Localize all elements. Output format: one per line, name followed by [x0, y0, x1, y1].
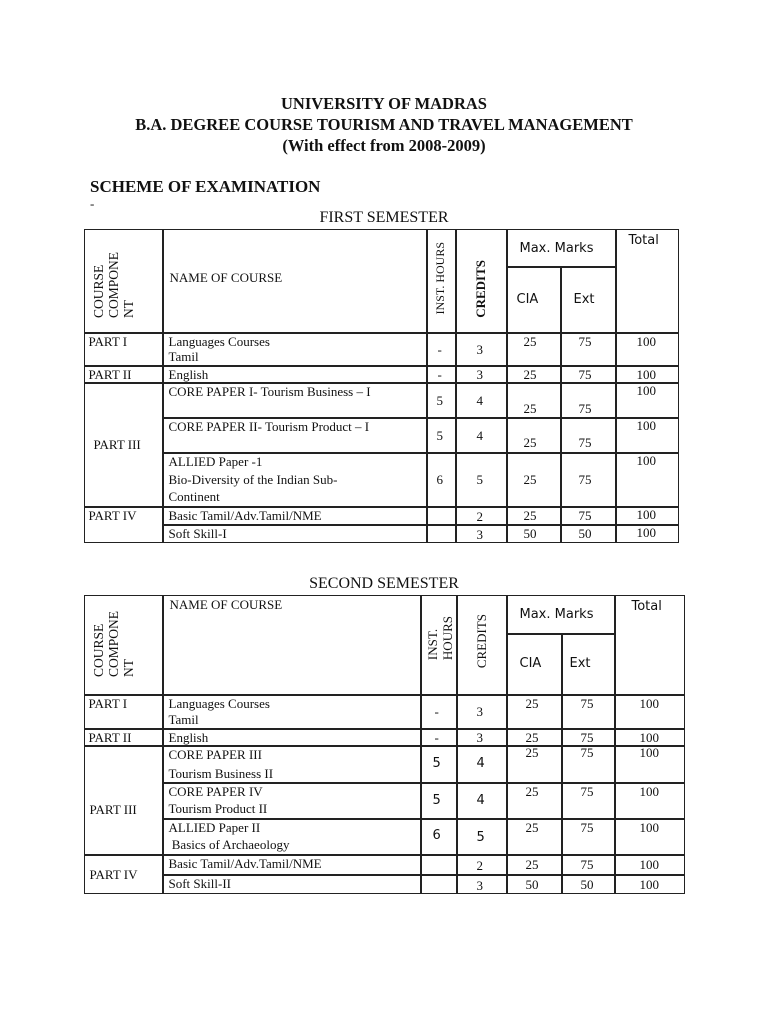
cia-cell: [507, 383, 561, 418]
cia-value: 25: [525, 856, 539, 872]
total-cell: [615, 855, 685, 875]
credits-header: [457, 595, 507, 695]
total-cell: [616, 507, 679, 525]
total-value: 100: [639, 819, 659, 835]
hours-value: 5: [432, 792, 441, 808]
cia-value: 25: [523, 471, 537, 487]
part-label: PART I: [88, 333, 128, 349]
credits-value: 4: [476, 792, 485, 808]
ext-header: [561, 267, 616, 333]
cia-header-text: CIA: [516, 291, 539, 307]
credits-cell: [457, 746, 507, 783]
total-value: 100: [639, 783, 659, 799]
ext-value: 75: [578, 366, 592, 382]
cia-header-text: CIA: [519, 655, 542, 671]
hours-cell: [421, 819, 457, 855]
course-name-cell: [163, 783, 421, 819]
cia-value: 25: [523, 366, 537, 382]
total-cell: [616, 418, 679, 453]
part-cell: [84, 729, 163, 746]
credits-cell: [456, 333, 507, 366]
dash-mark: -: [90, 196, 95, 211]
hours-value: 5: [436, 392, 443, 408]
credits-cell: [456, 525, 507, 543]
credits-value: 4: [476, 755, 485, 771]
part-cell: [84, 383, 163, 507]
course-name: English: [168, 366, 209, 382]
credits-cell: [457, 783, 507, 819]
total-value: 100: [639, 729, 659, 745]
ext-header-text: Ext: [569, 655, 591, 671]
credits-cell: [456, 453, 507, 507]
total-value: 100: [636, 524, 656, 540]
hours-header: [427, 229, 456, 333]
ext-value: 75: [578, 434, 592, 450]
total-cell: [615, 819, 685, 855]
course-name-cell: [163, 418, 427, 453]
ext-cell: [561, 507, 616, 525]
credits-value: 3: [476, 877, 483, 893]
ext-cell: [561, 383, 616, 418]
part-label: PART IV: [88, 507, 137, 523]
ext-cell: [562, 819, 615, 855]
ext-cell: [561, 333, 616, 366]
course-name: English: [168, 729, 209, 745]
course-name: Soft Skill-II: [168, 875, 231, 891]
cia-value: 25: [523, 434, 537, 450]
cia-cell: [507, 783, 562, 819]
cia-cell: [507, 507, 561, 525]
part-cell: [84, 366, 163, 383]
hours-cell: [421, 855, 457, 875]
hours-value: 5: [436, 427, 443, 443]
total-header: [615, 595, 685, 695]
credits-value: 2: [476, 508, 483, 524]
cia-cell: [507, 418, 561, 453]
ext-cell: [562, 729, 615, 746]
max-marks-header: [507, 229, 616, 267]
course-name: Tourism Product II: [168, 800, 268, 816]
course-name: Basics of Archaeology: [168, 836, 290, 852]
hours-cell: [421, 783, 457, 819]
course-name-cell: [163, 525, 427, 543]
cia-cell: [507, 453, 561, 507]
ext-value: 75: [578, 400, 592, 416]
max-marks-text: Max. Marks: [519, 240, 594, 256]
ext-value: 75: [580, 783, 594, 799]
total-cell: [616, 333, 679, 366]
total-cell: [616, 453, 679, 507]
ext-cell: [562, 746, 615, 783]
course-name: Continent: [168, 488, 220, 504]
total-value: 100: [639, 745, 659, 760]
total-cell: [616, 525, 679, 543]
effect-note: (With effect from 2008-2009): [282, 136, 486, 155]
course-name: ALLIED Paper II: [168, 819, 261, 835]
hours-header-text: INST. HOURS: [432, 241, 447, 314]
course-name-cell: [163, 453, 427, 507]
ext-cell: [562, 695, 615, 729]
cia-value: 25: [523, 333, 537, 349]
total-cell: [615, 875, 685, 894]
cia-header: [507, 267, 561, 333]
university-title: UNIVERSITY OF MADRAS: [281, 94, 487, 113]
component-header: [84, 595, 163, 695]
credits-cell: [457, 729, 507, 746]
cia-cell: [507, 746, 562, 783]
cia-cell: [507, 819, 562, 855]
credits-value: 3: [476, 703, 483, 719]
hours-cell: [427, 333, 456, 366]
total-value: 100: [636, 333, 656, 349]
course-name: Basic Tamil/Adv.Tamil/NME: [168, 507, 322, 523]
course-name: Languages Courses: [168, 695, 270, 711]
part-label: PART II: [88, 729, 132, 745]
hours-cell: [427, 507, 456, 525]
cia-cell: [507, 366, 561, 383]
hours-value: -: [434, 703, 439, 719]
course-title: B.A. DEGREE COURSE TOURISM AND TRAVEL MANAGEMENT: [135, 115, 633, 134]
part-label: PART III: [89, 801, 137, 817]
course-name: Tamil: [168, 711, 199, 727]
course-name: Languages Courses: [168, 333, 270, 349]
name-header-text: NAME OF COURSE: [169, 596, 283, 612]
hours-cell: [421, 875, 457, 894]
course-name: Soft Skill-I: [168, 525, 227, 541]
total-value: 100: [639, 856, 659, 872]
course-name: Basic Tamil/Adv.Tamil/NME: [168, 855, 322, 871]
component-header: [84, 229, 163, 333]
ext-value: 75: [580, 745, 594, 760]
ext-value: 75: [580, 819, 594, 835]
ext-value: 75: [580, 695, 594, 711]
credits-header: [456, 229, 507, 333]
hours-cell: [421, 695, 457, 729]
part-cell: [84, 695, 163, 729]
part-cell: [84, 507, 163, 543]
ext-header-text: Ext: [573, 291, 595, 307]
cia-value: 50: [525, 876, 539, 892]
cia-cell: [507, 695, 562, 729]
course-name: CORE PAPER IV: [168, 783, 263, 799]
hours-value: -: [434, 729, 439, 745]
total-cell: [615, 746, 685, 783]
cia-value: 25: [525, 819, 539, 835]
ext-value: 75: [578, 507, 592, 523]
second-semester-title: SECOND SEMESTER: [309, 575, 459, 592]
hours-cell: [427, 366, 456, 383]
total-value: 100: [636, 506, 656, 522]
cia-value: 25: [523, 507, 537, 523]
credits-value: 3: [476, 366, 483, 382]
total-cell: [615, 695, 685, 729]
credits-cell: [456, 383, 507, 418]
credits-value: 3: [476, 341, 483, 357]
total-value: 100: [636, 382, 656, 398]
hours-value: -: [437, 341, 442, 357]
cia-header: [507, 634, 562, 695]
course-name-cell: [163, 746, 421, 783]
hours-cell: [427, 453, 456, 507]
ext-cell: [562, 783, 615, 819]
cia-value: 25: [525, 729, 539, 745]
course-name: CORE PAPER III: [168, 746, 262, 762]
hours-value: -: [437, 366, 442, 382]
component-header-text: COURSE COMPONE NT: [90, 610, 136, 677]
ext-cell: [561, 525, 616, 543]
credits-header-text: CREDITS: [473, 613, 489, 668]
hours-header-text: INST. HOURS: [424, 615, 455, 660]
credits-value: 5: [476, 471, 483, 487]
credits-cell: [457, 819, 507, 855]
part-cell: [84, 855, 163, 894]
ext-value: 75: [580, 856, 594, 872]
credits-value: 2: [476, 857, 483, 873]
ext-cell: [561, 366, 616, 383]
credits-value: 3: [476, 729, 483, 745]
total-value: 100: [636, 452, 656, 468]
total-header: [616, 229, 679, 333]
ext-value: 50: [578, 525, 592, 541]
hours-cell: [421, 729, 457, 746]
credits-value: 4: [476, 427, 483, 443]
credits-value: 3: [476, 526, 483, 542]
total-value: 100: [639, 876, 659, 892]
component-header-text: COURSE COMPONE NT: [90, 251, 136, 318]
total-value: 100: [636, 417, 656, 433]
hours-value: 6: [436, 471, 443, 487]
part-label: PART IV: [89, 866, 138, 882]
ext-cell: [561, 453, 616, 507]
course-name: Bio-Diversity of the Indian Sub-: [168, 471, 338, 487]
max-marks-text: Max. Marks: [519, 606, 594, 622]
credits-cell: [456, 418, 507, 453]
cia-cell: [507, 525, 561, 543]
cia-value: 25: [525, 745, 539, 760]
cia-value: 25: [525, 695, 539, 711]
hours-cell: [427, 383, 456, 418]
course-name: CORE PAPER I- Tourism Business – I: [168, 383, 371, 399]
course-name-cell: [163, 507, 427, 525]
part-label: PART II: [88, 366, 132, 382]
credits-cell: [457, 875, 507, 894]
name-header: [163, 229, 427, 333]
course-name-cell: [163, 729, 421, 746]
hours-value: 6: [432, 827, 441, 843]
total-header-text: Total: [628, 232, 659, 248]
cia-cell: [507, 855, 562, 875]
ext-value: 75: [580, 729, 594, 745]
course-name-cell: [163, 875, 421, 894]
name-header-text: NAME OF COURSE: [169, 269, 283, 285]
max-marks-header: [507, 595, 615, 634]
credits-cell: [456, 507, 507, 525]
hours-header: [421, 595, 457, 695]
course-name: Tourism Business II: [168, 765, 274, 781]
first-semester-title: FIRST SEMESTER: [319, 209, 449, 226]
part-cell: [84, 746, 163, 855]
cia-cell: [507, 333, 561, 366]
ext-cell: [562, 875, 615, 894]
course-name-cell: [163, 366, 427, 383]
hours-value: 5: [432, 755, 441, 771]
course-name-cell: [163, 819, 421, 855]
cia-cell: [507, 875, 562, 894]
cia-value: 25: [525, 783, 539, 799]
course-name-cell: [163, 695, 421, 729]
cia-value: 25: [523, 400, 537, 416]
course-name: ALLIED Paper -1: [168, 453, 263, 469]
credits-value: 4: [476, 392, 483, 408]
credits-cell: [456, 366, 507, 383]
total-cell: [616, 383, 679, 418]
total-cell: [615, 729, 685, 746]
ext-value: 50: [580, 876, 594, 892]
credits-header-text: CREDITS: [472, 259, 488, 318]
cia-value: 50: [523, 525, 537, 541]
total-cell: [615, 783, 685, 819]
cia-cell: [507, 729, 562, 746]
part-label: PART I: [88, 695, 128, 711]
total-value: 100: [639, 695, 659, 711]
ext-value: 75: [578, 333, 592, 349]
credits-cell: [457, 855, 507, 875]
hours-cell: [421, 746, 457, 783]
course-name-cell: [163, 333, 427, 366]
ext-header: [562, 634, 615, 695]
name-header: [163, 595, 421, 695]
total-header-text: Total: [631, 598, 662, 614]
ext-cell: [562, 855, 615, 875]
total-cell: [616, 366, 679, 383]
course-name-cell: [163, 855, 421, 875]
ext-value: 75: [578, 471, 592, 487]
hours-cell: [427, 418, 456, 453]
part-label: PART III: [93, 436, 141, 452]
ext-cell: [561, 418, 616, 453]
course-name: Tamil: [168, 348, 199, 364]
scheme-heading: SCHEME OF EXAMINATION: [90, 177, 321, 196]
part-cell: [84, 333, 163, 366]
course-name-cell: [163, 383, 427, 418]
credits-cell: [457, 695, 507, 729]
hours-cell: [427, 525, 456, 543]
course-name: CORE PAPER II- Tourism Product – I: [168, 418, 370, 434]
total-value: 100: [636, 366, 656, 382]
credits-value: 5: [476, 829, 485, 845]
